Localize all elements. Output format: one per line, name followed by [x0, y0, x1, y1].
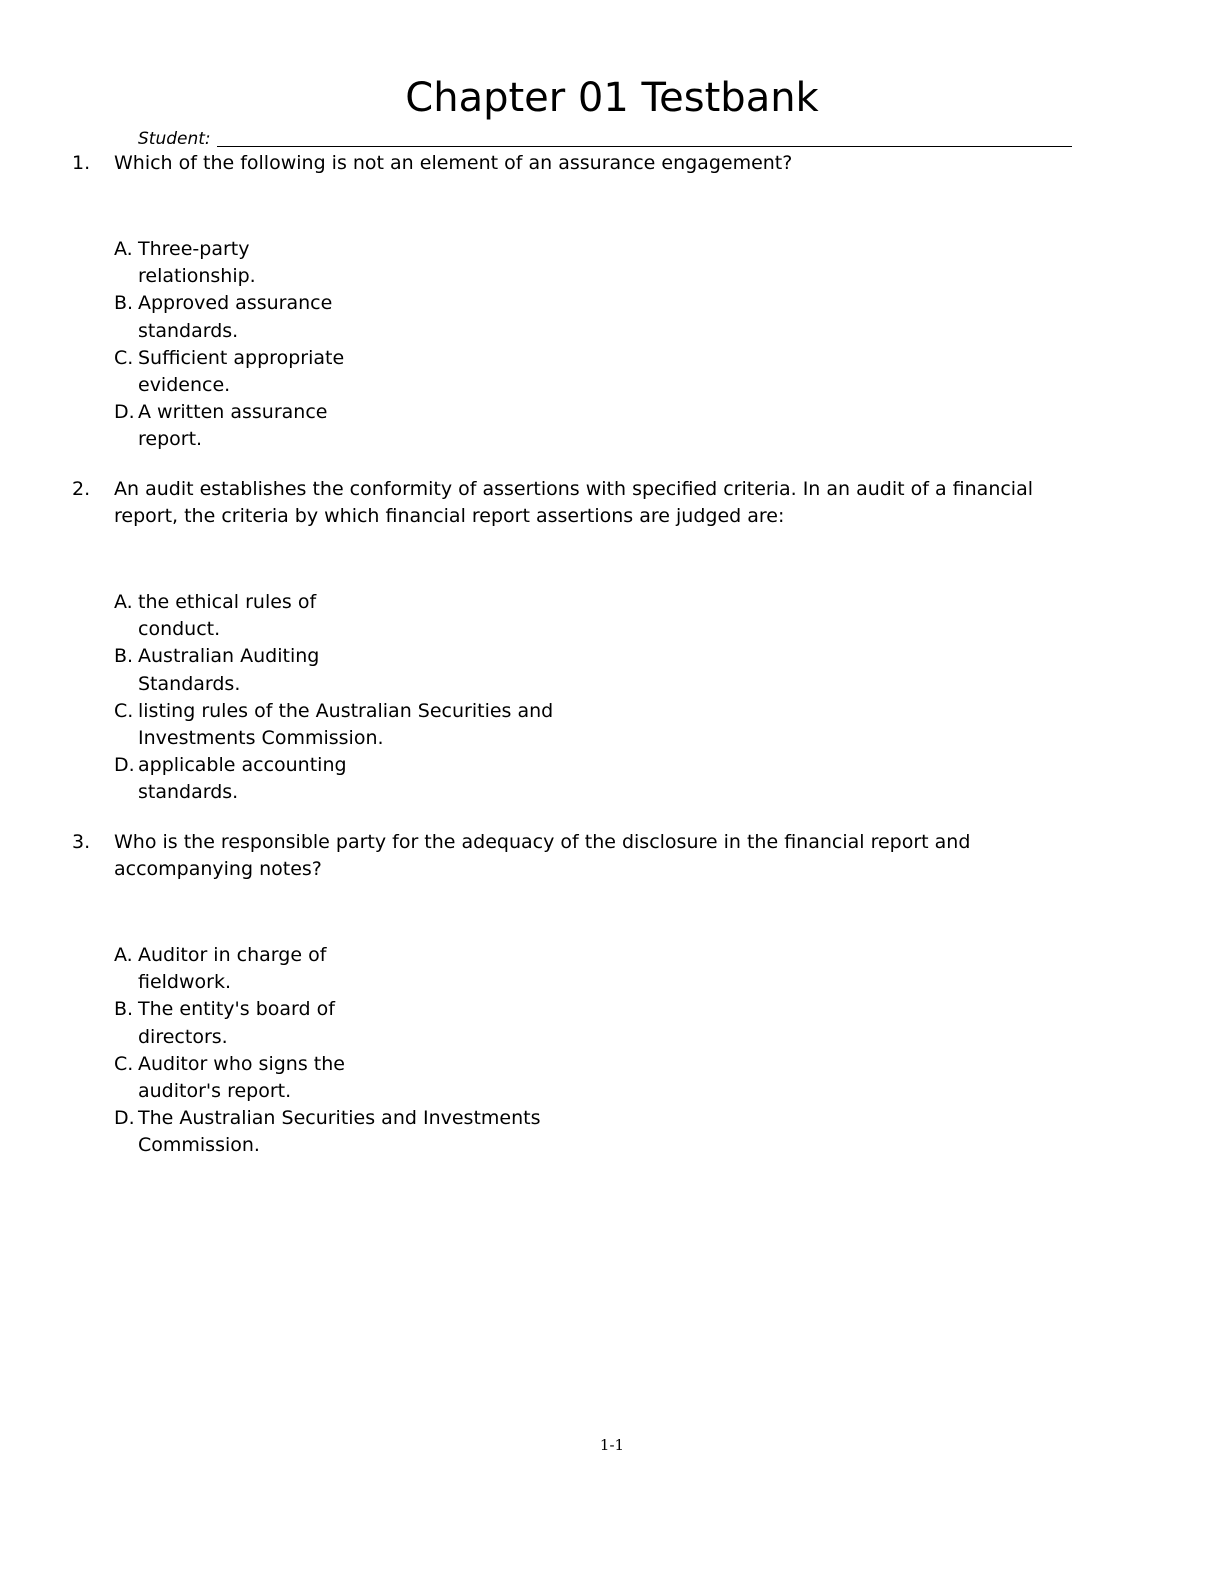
page-number: 1-1: [599, 1436, 625, 1454]
option-letter: B.: [114, 645, 134, 668]
option-text: listing rules of the Australian Securities and Investments Commission.: [138, 699, 554, 750]
question-1: [72, 150, 1082, 454]
option-a: [114, 942, 1082, 996]
option-text: Australian Auditing Standards.: [138, 645, 320, 695]
option-d: [114, 752, 1082, 806]
option-letter: B.: [114, 292, 134, 315]
answer-options: [114, 589, 1082, 807]
option-letter: C.: [114, 1052, 134, 1075]
option-text: Auditor in charge of fieldwork.: [138, 944, 327, 994]
option-text: The entity's board of directors.: [138, 998, 335, 1048]
option-letter: A.: [114, 591, 133, 613]
question-number: 2.: [72, 478, 91, 500]
option-text: Approved assurance standards.: [138, 292, 333, 342]
option-d: [114, 399, 1082, 453]
option-a: [114, 589, 1082, 643]
page-title: Chapter 01 Testbank: [405, 75, 819, 121]
answer-options: [114, 942, 1082, 1160]
option-b: [114, 996, 1082, 1050]
option-letter: D.: [114, 1107, 135, 1130]
option-c: [114, 698, 1082, 752]
question-number: 1.: [72, 152, 91, 174]
question-3: [72, 829, 1082, 1160]
question-text: An audit establishes the conformity of assertions with specified criteria. In an audit of a financial report, the criteria by which financial report assertions are judged are:: [114, 478, 1034, 527]
option-c: [114, 1051, 1082, 1105]
option-letter: C.: [114, 699, 134, 722]
option-text: The Australian Securities and Investments Commission.: [138, 1107, 541, 1157]
option-d: [114, 1105, 1082, 1159]
option-text: Auditor who signs the auditor's report.: [138, 1052, 345, 1103]
question-text: Who is the responsible party for the adequacy of the disclosure in the financial report and accompanying notes?: [114, 831, 971, 880]
option-a: [114, 236, 1082, 290]
option-letter: D.: [114, 754, 135, 777]
student-label: Student:: [138, 129, 211, 149]
option-b: [114, 643, 1082, 697]
option-text: the ethical rules of conduct.: [138, 591, 317, 641]
student-name-line: [138, 126, 1072, 150]
question-number: 3.: [72, 831, 91, 853]
option-b: [114, 290, 1082, 344]
option-letter: A.: [114, 238, 133, 260]
option-letter: D.: [114, 401, 135, 424]
option-letter: B.: [114, 998, 134, 1021]
option-text: applicable accounting standards.: [138, 754, 347, 804]
answer-options: [114, 236, 1082, 454]
option-text: Sufficient appropriate evidence.: [138, 346, 345, 397]
option-c: [114, 345, 1082, 399]
option-text: Three-party relationship.: [138, 238, 256, 288]
option-text: A written assurance report.: [138, 401, 328, 451]
student-name-blank: [217, 126, 1072, 147]
option-letter: C.: [114, 346, 134, 369]
option-letter: A.: [114, 944, 133, 966]
question-2: [72, 476, 1082, 807]
question-text: Which of the following is not an element of an assurance engagement?: [114, 152, 793, 174]
